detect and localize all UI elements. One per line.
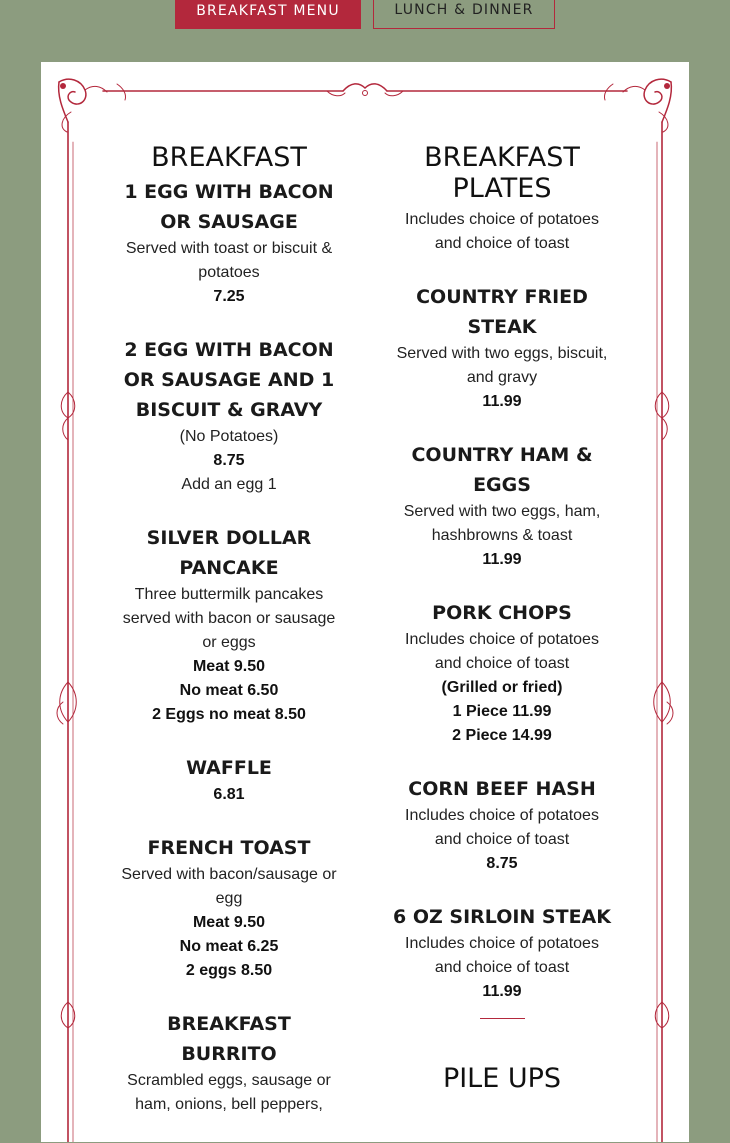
item-name: FRENCH TOAST: [147, 837, 311, 859]
tab-breakfast-menu[interactable]: BREAKFAST MENU: [175, 0, 361, 29]
item-description: Includes choice of potatoes and choice of toast: [405, 807, 599, 848]
item-description: Served with toast or biscuit & potatoes: [125, 240, 333, 281]
item-price: 2 Eggs no meat 8.50: [152, 706, 306, 723]
item-name: COUNTRY HAM & EGGS: [411, 444, 593, 496]
menu-item: [119, 753, 339, 807]
item-price: 8.75: [213, 452, 245, 469]
item-description: Includes choice of potatoes and choice of toast: [405, 935, 599, 976]
item-name: 1 EGG WITH BACON OR SAUSAGE: [124, 181, 334, 233]
breakfast-plates-column: [392, 142, 612, 1098]
tab-lunch-dinner[interactable]: LUNCH & DINNER: [373, 0, 555, 29]
menu-item: [119, 335, 339, 497]
item-price: No meat 6.25: [179, 938, 279, 955]
item-option: (Grilled or fried): [441, 679, 563, 696]
item-name: SILVER DOLLAR PANCAKE: [146, 527, 312, 579]
menu-item: [392, 774, 612, 876]
item-description: Served with bacon/sausage or egg: [121, 866, 337, 907]
item-addon: Add an egg 1: [181, 476, 277, 493]
menu-tabs: [0, 0, 730, 30]
item-price: 11.99: [482, 551, 522, 568]
menu-card: [41, 62, 689, 1142]
menu-item: [119, 523, 339, 727]
menu-item: [392, 282, 612, 414]
item-description: Served with two eggs, biscuit, and gravy: [396, 345, 608, 386]
item-description: Includes choice of potatoes and choice of toast: [405, 631, 599, 672]
item-price: 7.25: [213, 288, 245, 305]
menu-item: [119, 1009, 339, 1117]
item-price: No meat 6.50: [179, 682, 279, 699]
item-price: 11.99: [482, 393, 522, 410]
item-price: 8.75: [486, 855, 518, 872]
menu-item: [392, 902, 612, 1004]
plates-subtitle: Includes choice of potatoes and choice of toast: [405, 211, 599, 252]
item-price: 2 eggs 8.50: [185, 962, 273, 979]
item-name: COUNTRY FRIED STEAK: [416, 286, 588, 338]
plates-title: BREAKFAST PLATES: [424, 142, 580, 204]
item-name: 6 OZ SIRLOIN STEAK: [393, 906, 611, 928]
item-name: WAFFLE: [186, 757, 272, 779]
menu-item: [392, 440, 612, 572]
menu-item: [119, 177, 339, 309]
item-name: BREAKFAST BURRITO: [167, 1013, 291, 1065]
breakfast-column: [119, 142, 339, 1143]
item-note: (No Potatoes): [179, 428, 279, 445]
item-price: 11.99: [482, 983, 522, 1000]
item-price: Meat 9.50: [192, 914, 266, 931]
item-description: Three buttermilk pancakes served with bacon or sausage or eggs: [122, 586, 336, 651]
pileups-title: PILE UPS: [442, 1063, 562, 1094]
item-description: Served with two eggs, ham, hashbrowns & toast: [403, 503, 601, 544]
item-price: Meat 9.50: [192, 658, 266, 675]
item-name: PORK CHOPS: [432, 602, 572, 624]
item-price: 6.81: [213, 786, 245, 803]
breakfast-title: BREAKFAST: [151, 142, 307, 173]
menu-item: [119, 833, 339, 983]
item-name: CORN BEEF HASH: [408, 778, 596, 800]
menu-item: [392, 598, 612, 748]
item-price: 2 Piece 14.99: [452, 727, 552, 744]
item-price: 1 Piece 11.99: [452, 703, 552, 720]
section-divider: [480, 1018, 525, 1019]
item-name: 2 EGG WITH BACON OR SAUSAGE AND 1 BISCUIT & GRAVY: [123, 339, 335, 421]
item-description: Scrambled eggs, sausage or ham, onions, bell peppers,: [127, 1072, 331, 1113]
